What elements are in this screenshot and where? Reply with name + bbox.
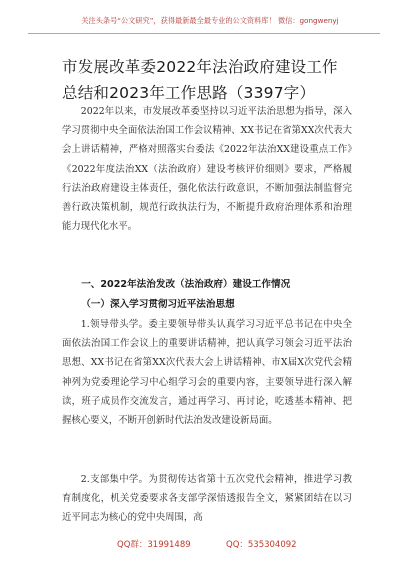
paragraph-1-text: 1.领导带头学。委主要领导带头认真学习习近平总书记在中央全面依法治国工作会议上的重要讲话精神，把认真学习领会习近平法治思想、XX书记在省第XX次代表大会上讲话精神、市X届X次党代会精神列为党委理论学习中心组学习会的重要内容，主要领导进行深入解读，班子成员作交流发言，通过再学习、再讨论，吃透基本精神、把握核心要义，不断开创新时代法治发改建设新局面。 [62, 319, 352, 427]
subsection-heading-1: （一）深入学习贯彻习近平法治思想 [81, 299, 235, 310]
document-title: 市发展改革委2022年法治政府建设工作总结和2023年工作思路（3397字） [62, 58, 338, 102]
footer-qq-group: QQ群：31991489 [117, 540, 191, 550]
section-heading-1: 一、2022年法治发改（法治政府）建设工作情况 [81, 279, 291, 290]
paragraph-2-text: 2.支部集中学。为贯彻传达省第十五次党代会精神，推进学习教育制度化，机关党委要求各支部学深悟透报告全文，紧紧团结在以习近平同志为核心的党中央周围，高 [62, 474, 352, 524]
footer-qq-number: QQ：535304092 [226, 540, 297, 550]
header-banner [0, 0, 408, 38]
header-banner-text: 关注头条号“公文研究”，获得最新最全最专业的公文资料库！ 微信：gongwenyj [81, 16, 339, 25]
intro-paragraph [62, 102, 352, 236]
header-divider [28, 33, 380, 34]
intro-text: 2022年以来，市发展改革委坚持以习近平法治思想为指导，深入学习贯彻中央全面依法治国工作会议精神、XX书记在省第XX次代表大会上讲话精神，严格对照落实台委法《2022年法治XX建设重点工作》《2022年度法治XX（法治政府）建设考核评价细则》要求，严格履行法治政府建设主体责任，强化依法行政意识，不断加强法制监督完善行政决策机制，规范行政执法行为，不断提升政府治理体系和治理能力现代化水平。 [62, 106, 352, 233]
paragraph-2 [62, 470, 352, 528]
paragraph-1 [62, 315, 352, 430]
